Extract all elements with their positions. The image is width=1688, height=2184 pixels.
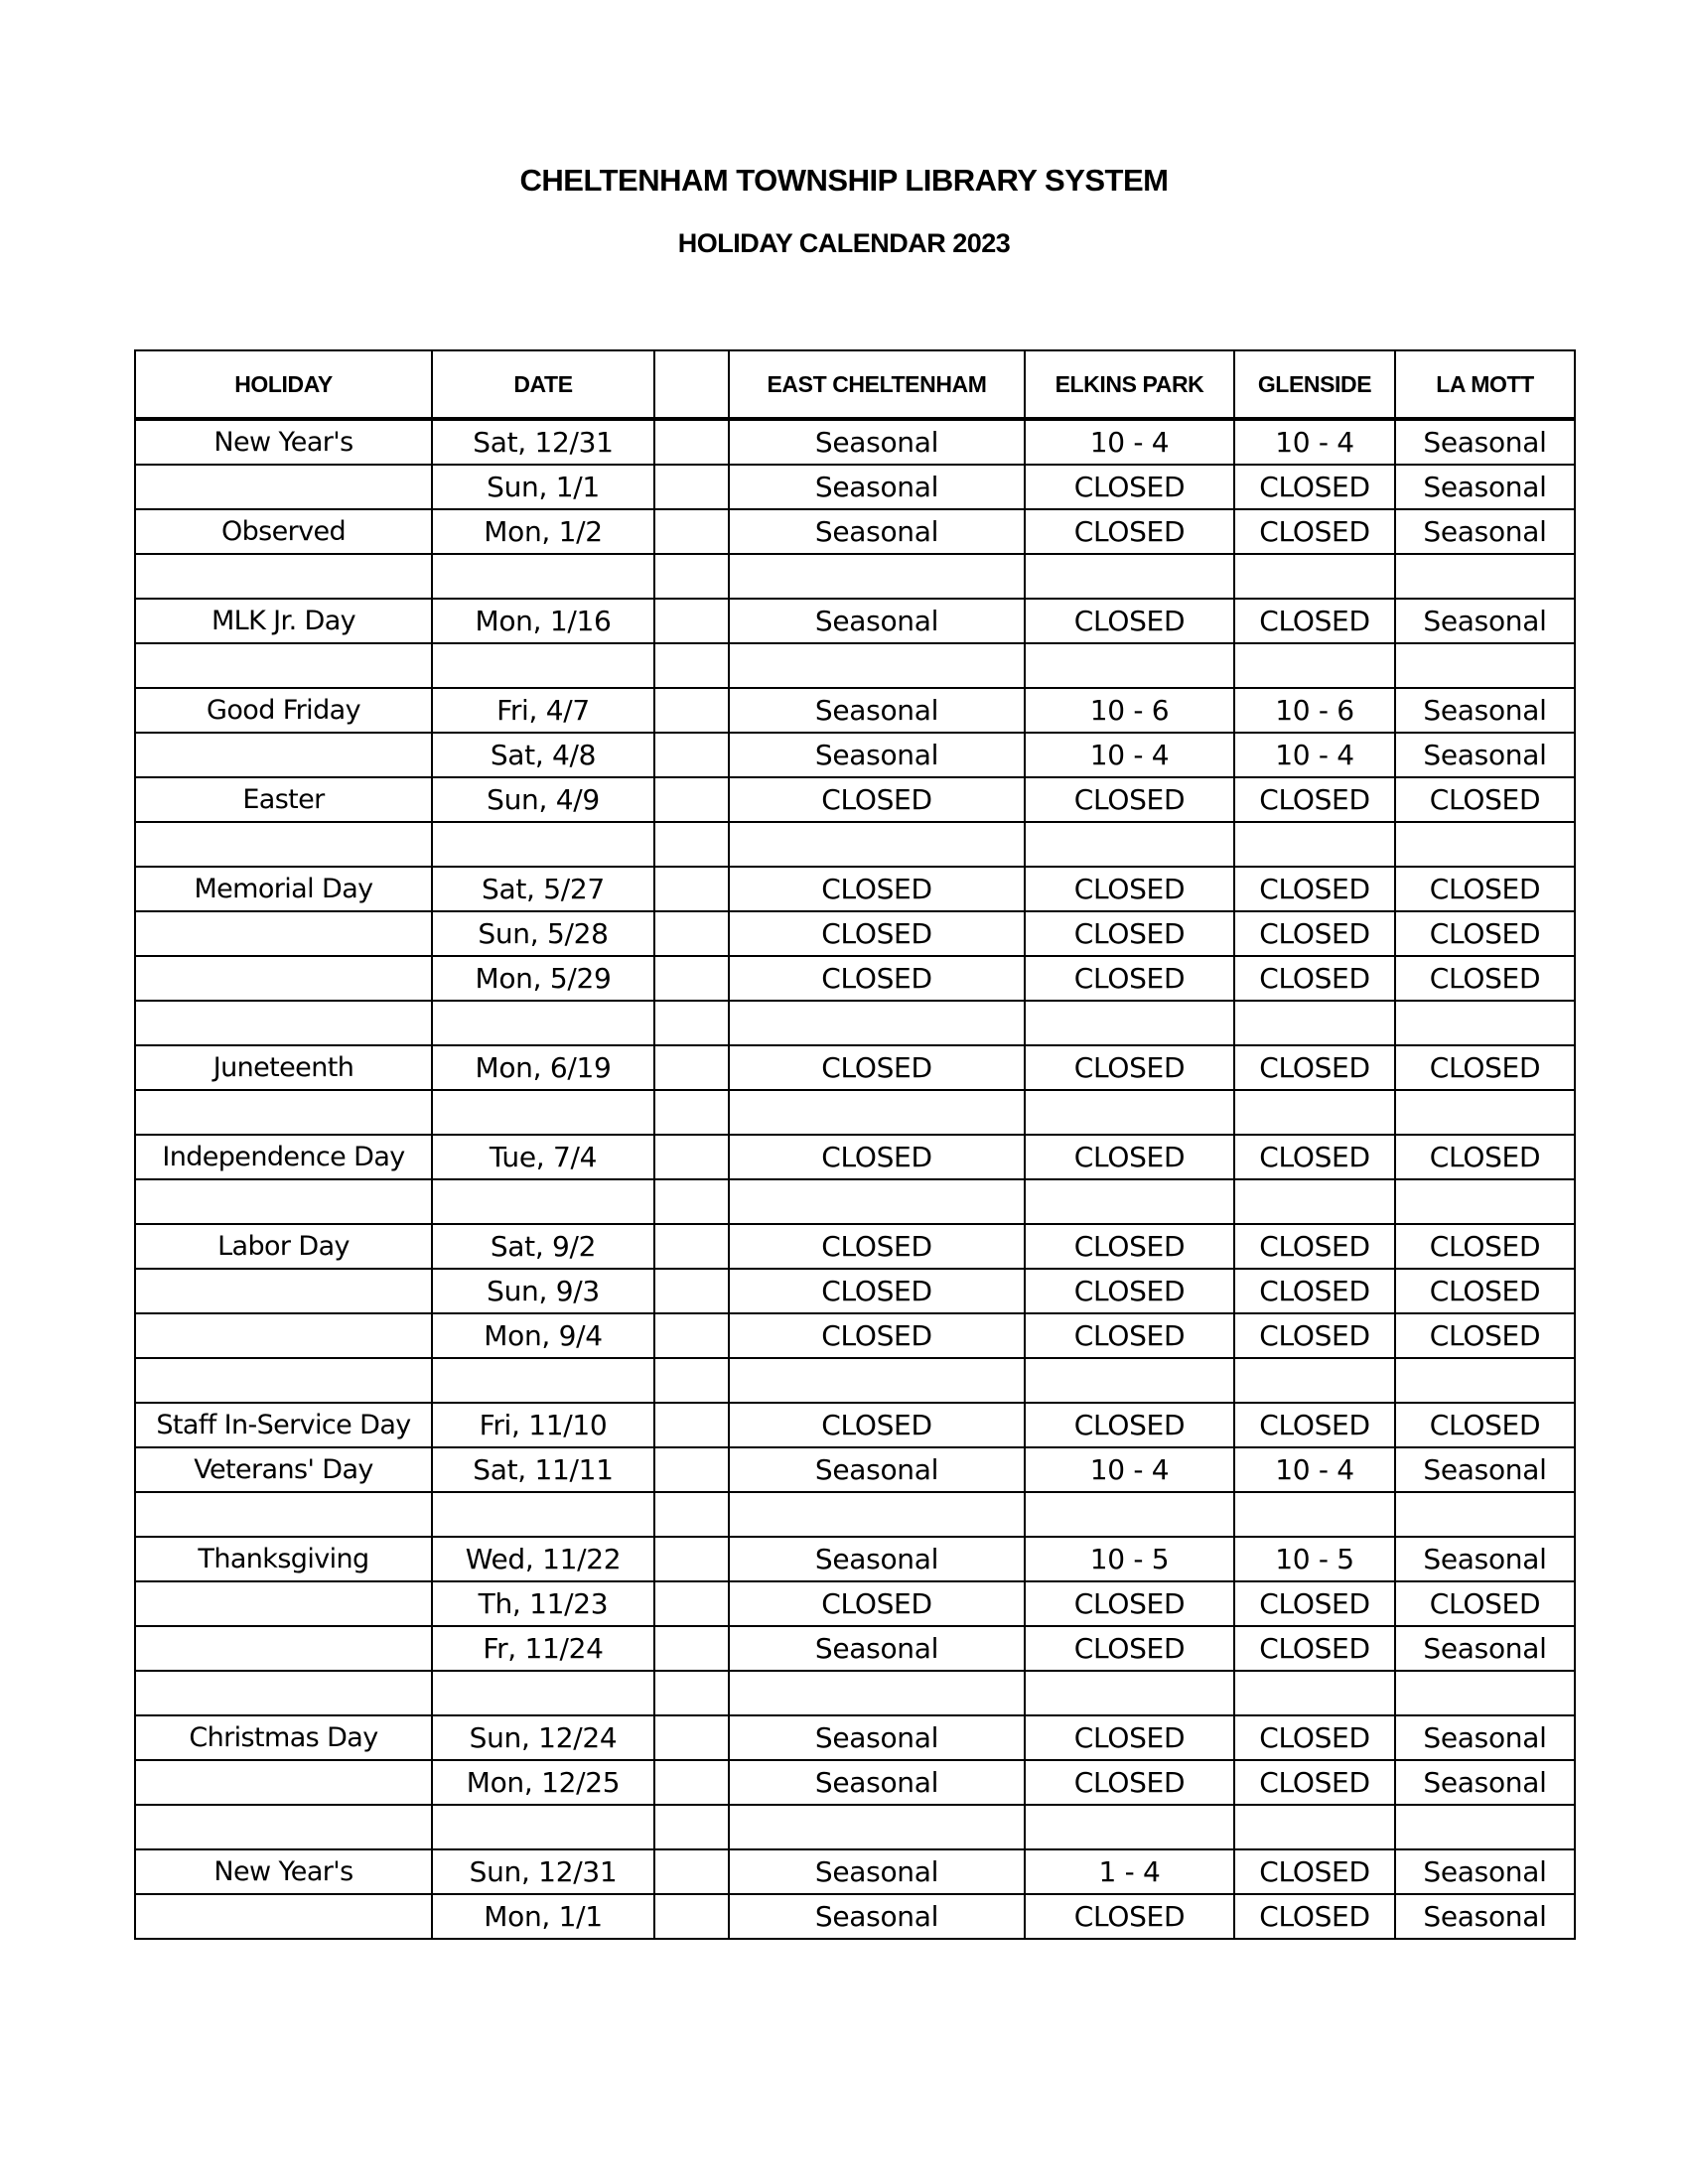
cell-date: Mon, 9/4 <box>432 1313 654 1358</box>
table-row <box>135 1090 1575 1135</box>
cell-east-cheltenham: CLOSED <box>729 1403 1025 1447</box>
cell-blank <box>654 733 729 777</box>
cell-elkins-park: CLOSED <box>1025 509 1234 554</box>
table-row <box>135 822 1575 867</box>
cell-east-cheltenham <box>729 1492 1025 1537</box>
cell-la-mott: Seasonal <box>1395 465 1575 509</box>
cell-elkins-park: CLOSED <box>1025 1313 1234 1358</box>
cell-la-mott <box>1395 1090 1575 1135</box>
cell-east-cheltenham: CLOSED <box>729 777 1025 822</box>
cell-east-cheltenham <box>729 822 1025 867</box>
cell-blank <box>654 1805 729 1849</box>
cell-east-cheltenham: CLOSED <box>729 956 1025 1001</box>
cell-elkins-park: CLOSED <box>1025 1760 1234 1805</box>
cell-blank <box>654 554 729 599</box>
header-glenside: GLENSIDE <box>1234 350 1395 419</box>
cell-east-cheltenham: Seasonal <box>729 1894 1025 1939</box>
cell-blank <box>654 1715 729 1760</box>
cell-date: Sat, 5/27 <box>432 867 654 911</box>
table-row <box>135 1537 1575 1581</box>
cell-east-cheltenham: Seasonal <box>729 733 1025 777</box>
cell-holiday <box>135 643 432 688</box>
cell-elkins-park <box>1025 1671 1234 1715</box>
cell-date: Fri, 11/10 <box>432 1403 654 1447</box>
table-row <box>135 1269 1575 1313</box>
table-row <box>135 688 1575 733</box>
cell-glenside: CLOSED <box>1234 1581 1395 1626</box>
cell-holiday: Observed <box>135 509 432 554</box>
cell-blank <box>654 599 729 643</box>
cell-glenside: CLOSED <box>1234 911 1395 956</box>
cell-blank <box>654 1135 729 1179</box>
cell-east-cheltenham: Seasonal <box>729 419 1025 465</box>
cell-elkins-park <box>1025 1805 1234 1849</box>
cell-blank <box>654 1358 729 1403</box>
cell-blank <box>654 777 729 822</box>
cell-east-cheltenham: CLOSED <box>729 1224 1025 1269</box>
cell-glenside <box>1234 1805 1395 1849</box>
cell-elkins-park: CLOSED <box>1025 599 1234 643</box>
cell-elkins-park: CLOSED <box>1025 911 1234 956</box>
cell-east-cheltenham: Seasonal <box>729 509 1025 554</box>
cell-glenside <box>1234 643 1395 688</box>
cell-la-mott <box>1395 1358 1575 1403</box>
cell-holiday <box>135 1001 432 1045</box>
cell-holiday <box>135 956 432 1001</box>
cell-east-cheltenham: Seasonal <box>729 1626 1025 1671</box>
cell-holiday <box>135 1671 432 1715</box>
cell-east-cheltenham: CLOSED <box>729 1269 1025 1313</box>
cell-la-mott: Seasonal <box>1395 1715 1575 1760</box>
cell-la-mott: CLOSED <box>1395 1313 1575 1358</box>
cell-date: Fri, 4/7 <box>432 688 654 733</box>
table-row <box>135 643 1575 688</box>
cell-blank <box>654 956 729 1001</box>
cell-holiday <box>135 1581 432 1626</box>
cell-la-mott: Seasonal <box>1395 688 1575 733</box>
cell-glenside <box>1234 554 1395 599</box>
cell-la-mott <box>1395 1805 1575 1849</box>
cell-la-mott: CLOSED <box>1395 867 1575 911</box>
cell-holiday <box>135 822 432 867</box>
cell-holiday <box>135 1626 432 1671</box>
cell-blank <box>654 1492 729 1537</box>
cell-east-cheltenham: CLOSED <box>729 911 1025 956</box>
header-elkins-park: ELKINS PARK <box>1025 350 1234 419</box>
cell-elkins-park: CLOSED <box>1025 777 1234 822</box>
cell-holiday: Labor Day <box>135 1224 432 1269</box>
cell-east-cheltenham: Seasonal <box>729 1715 1025 1760</box>
table-row <box>135 867 1575 911</box>
cell-elkins-park <box>1025 554 1234 599</box>
cell-la-mott <box>1395 1492 1575 1537</box>
cell-elkins-park: CLOSED <box>1025 956 1234 1001</box>
cell-date: Sun, 9/3 <box>432 1269 654 1313</box>
cell-date: Sun, 12/24 <box>432 1715 654 1760</box>
cell-east-cheltenham: Seasonal <box>729 1447 1025 1492</box>
cell-glenside: CLOSED <box>1234 867 1395 911</box>
cell-holiday: Good Friday <box>135 688 432 733</box>
cell-date <box>432 1805 654 1849</box>
cell-blank <box>654 1537 729 1581</box>
table-row <box>135 1715 1575 1760</box>
cell-elkins-park: 10 - 4 <box>1025 1447 1234 1492</box>
cell-blank <box>654 1671 729 1715</box>
cell-glenside: CLOSED <box>1234 956 1395 1001</box>
table-row <box>135 1671 1575 1715</box>
cell-glenside: 10 - 4 <box>1234 1447 1395 1492</box>
cell-elkins-park: CLOSED <box>1025 867 1234 911</box>
cell-holiday <box>135 1313 432 1358</box>
cell-date <box>432 1090 654 1135</box>
cell-date: Th, 11/23 <box>432 1581 654 1626</box>
cell-holiday: Christmas Day <box>135 1715 432 1760</box>
cell-east-cheltenham: CLOSED <box>729 1581 1025 1626</box>
cell-glenside <box>1234 1001 1395 1045</box>
cell-la-mott: Seasonal <box>1395 1537 1575 1581</box>
cell-la-mott: CLOSED <box>1395 911 1575 956</box>
cell-holiday <box>135 1894 432 1939</box>
cell-la-mott: CLOSED <box>1395 1269 1575 1313</box>
cell-holiday <box>135 1090 432 1135</box>
cell-blank <box>654 1403 729 1447</box>
cell-east-cheltenham <box>729 1805 1025 1849</box>
cell-elkins-park: CLOSED <box>1025 1403 1234 1447</box>
cell-glenside: CLOSED <box>1234 1135 1395 1179</box>
cell-holiday: New Year's <box>135 419 432 465</box>
table-row <box>135 1581 1575 1626</box>
cell-elkins-park: 10 - 4 <box>1025 419 1234 465</box>
cell-glenside <box>1234 1090 1395 1135</box>
cell-east-cheltenham: Seasonal <box>729 1849 1025 1894</box>
cell-date <box>432 1001 654 1045</box>
cell-east-cheltenham <box>729 1179 1025 1224</box>
cell-holiday: MLK Jr. Day <box>135 599 432 643</box>
cell-elkins-park <box>1025 822 1234 867</box>
cell-la-mott: Seasonal <box>1395 1894 1575 1939</box>
cell-la-mott: CLOSED <box>1395 1403 1575 1447</box>
cell-blank <box>654 1760 729 1805</box>
table-row <box>135 956 1575 1001</box>
cell-holiday: Staff In-Service Day <box>135 1403 432 1447</box>
cell-glenside: CLOSED <box>1234 1626 1395 1671</box>
cell-blank <box>654 688 729 733</box>
cell-east-cheltenham: Seasonal <box>729 465 1025 509</box>
cell-blank <box>654 509 729 554</box>
table-row <box>135 1224 1575 1269</box>
cell-glenside: CLOSED <box>1234 1894 1395 1939</box>
cell-glenside: CLOSED <box>1234 465 1395 509</box>
cell-east-cheltenham <box>729 1358 1025 1403</box>
cell-glenside: CLOSED <box>1234 509 1395 554</box>
cell-la-mott: CLOSED <box>1395 1045 1575 1090</box>
cell-holiday <box>135 1358 432 1403</box>
cell-date <box>432 1179 654 1224</box>
cell-east-cheltenham: CLOSED <box>729 1045 1025 1090</box>
table-row <box>135 465 1575 509</box>
cell-date <box>432 1358 654 1403</box>
cell-glenside: CLOSED <box>1234 1715 1395 1760</box>
cell-blank <box>654 1313 729 1358</box>
cell-elkins-park <box>1025 1358 1234 1403</box>
cell-glenside <box>1234 1492 1395 1537</box>
cell-la-mott: CLOSED <box>1395 1581 1575 1626</box>
cell-la-mott <box>1395 822 1575 867</box>
table-row <box>135 1760 1575 1805</box>
cell-date <box>432 554 654 599</box>
table-row <box>135 1358 1575 1403</box>
cell-la-mott: Seasonal <box>1395 599 1575 643</box>
cell-elkins-park <box>1025 643 1234 688</box>
cell-glenside: CLOSED <box>1234 1224 1395 1269</box>
table-row <box>135 1447 1575 1492</box>
cell-elkins-park: 1 - 4 <box>1025 1849 1234 1894</box>
cell-blank <box>654 1849 729 1894</box>
cell-glenside: CLOSED <box>1234 1403 1395 1447</box>
cell-elkins-park: 10 - 6 <box>1025 688 1234 733</box>
cell-glenside: CLOSED <box>1234 1045 1395 1090</box>
cell-holiday <box>135 465 432 509</box>
table-row <box>135 777 1575 822</box>
cell-la-mott: CLOSED <box>1395 1135 1575 1179</box>
cell-glenside: 10 - 4 <box>1234 733 1395 777</box>
table-row <box>135 1403 1575 1447</box>
table-row <box>135 1894 1575 1939</box>
cell-glenside: CLOSED <box>1234 1269 1395 1313</box>
cell-holiday: Easter <box>135 777 432 822</box>
cell-la-mott: CLOSED <box>1395 1224 1575 1269</box>
cell-elkins-park: 10 - 5 <box>1025 1537 1234 1581</box>
cell-glenside: CLOSED <box>1234 777 1395 822</box>
cell-blank <box>654 1626 729 1671</box>
table-row <box>135 1849 1575 1894</box>
cell-holiday <box>135 733 432 777</box>
cell-elkins-park <box>1025 1492 1234 1537</box>
cell-glenside: 10 - 6 <box>1234 688 1395 733</box>
cell-glenside <box>1234 1358 1395 1403</box>
cell-la-mott <box>1395 554 1575 599</box>
cell-date: Wed, 11/22 <box>432 1537 654 1581</box>
cell-elkins-park: CLOSED <box>1025 1581 1234 1626</box>
cell-holiday <box>135 1805 432 1849</box>
table-row <box>135 1805 1575 1849</box>
cell-date: Sun, 5/28 <box>432 911 654 956</box>
header-row <box>135 350 1575 419</box>
cell-blank <box>654 867 729 911</box>
table-row <box>135 911 1575 956</box>
cell-blank <box>654 1581 729 1626</box>
cell-date: Sun, 1/1 <box>432 465 654 509</box>
cell-elkins-park: CLOSED <box>1025 1224 1234 1269</box>
cell-east-cheltenham <box>729 643 1025 688</box>
cell-east-cheltenham <box>729 1090 1025 1135</box>
cell-date <box>432 1492 654 1537</box>
holiday-calendar-table <box>134 349 1576 1940</box>
cell-la-mott: CLOSED <box>1395 956 1575 1001</box>
cell-date: Tue, 7/4 <box>432 1135 654 1179</box>
cell-elkins-park: CLOSED <box>1025 1135 1234 1179</box>
cell-blank <box>654 911 729 956</box>
cell-date <box>432 822 654 867</box>
cell-holiday <box>135 1492 432 1537</box>
cell-east-cheltenham <box>729 1001 1025 1045</box>
table-row <box>135 1313 1575 1358</box>
cell-date: Mon, 12/25 <box>432 1760 654 1805</box>
cell-east-cheltenham <box>729 1671 1025 1715</box>
cell-holiday: Memorial Day <box>135 867 432 911</box>
table-row <box>135 1626 1575 1671</box>
cell-blank <box>654 1001 729 1045</box>
cell-la-mott: Seasonal <box>1395 733 1575 777</box>
cell-elkins-park: 10 - 4 <box>1025 733 1234 777</box>
cell-glenside: 10 - 4 <box>1234 419 1395 465</box>
cell-elkins-park: CLOSED <box>1025 1715 1234 1760</box>
cell-la-mott <box>1395 1001 1575 1045</box>
cell-elkins-park: CLOSED <box>1025 1894 1234 1939</box>
cell-elkins-park: CLOSED <box>1025 1269 1234 1313</box>
cell-glenside: CLOSED <box>1234 1849 1395 1894</box>
cell-east-cheltenham: Seasonal <box>729 688 1025 733</box>
cell-date <box>432 1671 654 1715</box>
cell-blank <box>654 1045 729 1090</box>
cell-east-cheltenham: CLOSED <box>729 867 1025 911</box>
cell-blank <box>654 643 729 688</box>
cell-holiday: Thanksgiving <box>135 1537 432 1581</box>
cell-elkins-park <box>1025 1090 1234 1135</box>
cell-la-mott: Seasonal <box>1395 1626 1575 1671</box>
cell-blank <box>654 822 729 867</box>
cell-holiday <box>135 1760 432 1805</box>
cell-blank <box>654 1447 729 1492</box>
cell-blank <box>654 1269 729 1313</box>
table-row <box>135 1492 1575 1537</box>
cell-date: Mon, 6/19 <box>432 1045 654 1090</box>
cell-glenside <box>1234 1179 1395 1224</box>
cell-glenside: CLOSED <box>1234 1760 1395 1805</box>
table-row <box>135 419 1575 465</box>
table-row <box>135 1001 1575 1045</box>
cell-la-mott: CLOSED <box>1395 777 1575 822</box>
cell-east-cheltenham: CLOSED <box>729 1313 1025 1358</box>
table-row <box>135 554 1575 599</box>
cell-holiday <box>135 1269 432 1313</box>
cell-la-mott <box>1395 1179 1575 1224</box>
cell-east-cheltenham: Seasonal <box>729 599 1025 643</box>
cell-elkins-park: CLOSED <box>1025 465 1234 509</box>
cell-date: Mon, 1/16 <box>432 599 654 643</box>
header-east-cheltenham: EAST CHELTENHAM <box>729 350 1025 419</box>
table-row <box>135 1045 1575 1090</box>
cell-glenside <box>1234 822 1395 867</box>
header-date: DATE <box>432 350 654 419</box>
cell-holiday <box>135 554 432 599</box>
cell-la-mott <box>1395 643 1575 688</box>
cell-holiday: Juneteenth <box>135 1045 432 1090</box>
cell-date: Mon, 1/1 <box>432 1894 654 1939</box>
header-la-mott: LA MOTT <box>1395 350 1575 419</box>
cell-date: Fr, 11/24 <box>432 1626 654 1671</box>
cell-la-mott: Seasonal <box>1395 509 1575 554</box>
cell-elkins-park <box>1025 1001 1234 1045</box>
cell-glenside: 10 - 5 <box>1234 1537 1395 1581</box>
cell-east-cheltenham <box>729 554 1025 599</box>
header-holiday: HOLIDAY <box>135 350 432 419</box>
cell-date: Sat, 9/2 <box>432 1224 654 1269</box>
table-row <box>135 599 1575 643</box>
cell-la-mott: Seasonal <box>1395 1849 1575 1894</box>
cell-date: Mon, 5/29 <box>432 956 654 1001</box>
cell-date: Sat, 12/31 <box>432 419 654 465</box>
cell-glenside <box>1234 1671 1395 1715</box>
cell-holiday: Independence Day <box>135 1135 432 1179</box>
cell-date: Sat, 4/8 <box>432 733 654 777</box>
cell-blank <box>654 1224 729 1269</box>
cell-blank <box>654 1179 729 1224</box>
table-row <box>135 1179 1575 1224</box>
cell-blank <box>654 1090 729 1135</box>
table-row <box>135 509 1575 554</box>
table-body <box>135 419 1575 1939</box>
cell-la-mott: Seasonal <box>1395 1447 1575 1492</box>
cell-date <box>432 643 654 688</box>
document-title: CHELTENHAM TOWNSHIP LIBRARY SYSTEM <box>519 163 1169 198</box>
cell-east-cheltenham: Seasonal <box>729 1760 1025 1805</box>
table-row <box>135 1135 1575 1179</box>
cell-elkins-park <box>1025 1179 1234 1224</box>
cell-date: Sun, 12/31 <box>432 1849 654 1894</box>
cell-date: Mon, 1/2 <box>432 509 654 554</box>
cell-holiday <box>135 1179 432 1224</box>
cell-la-mott: Seasonal <box>1395 1760 1575 1805</box>
cell-blank <box>654 419 729 465</box>
cell-elkins-park: CLOSED <box>1025 1626 1234 1671</box>
cell-la-mott: Seasonal <box>1395 419 1575 465</box>
cell-date: Sun, 4/9 <box>432 777 654 822</box>
cell-blank <box>654 1894 729 1939</box>
cell-glenside: CLOSED <box>1234 599 1395 643</box>
document-subtitle: HOLIDAY CALENDAR 2023 <box>677 228 1011 258</box>
cell-blank <box>654 465 729 509</box>
cell-east-cheltenham: Seasonal <box>729 1537 1025 1581</box>
cell-date: Sat, 11/11 <box>432 1447 654 1492</box>
cell-holiday: New Year's <box>135 1849 432 1894</box>
cell-la-mott <box>1395 1671 1575 1715</box>
header-blank <box>654 350 729 419</box>
cell-glenside: CLOSED <box>1234 1313 1395 1358</box>
cell-holiday <box>135 911 432 956</box>
cell-holiday: Veterans' Day <box>135 1447 432 1492</box>
cell-east-cheltenham: CLOSED <box>729 1135 1025 1179</box>
cell-elkins-park: CLOSED <box>1025 1045 1234 1090</box>
table-row <box>135 733 1575 777</box>
